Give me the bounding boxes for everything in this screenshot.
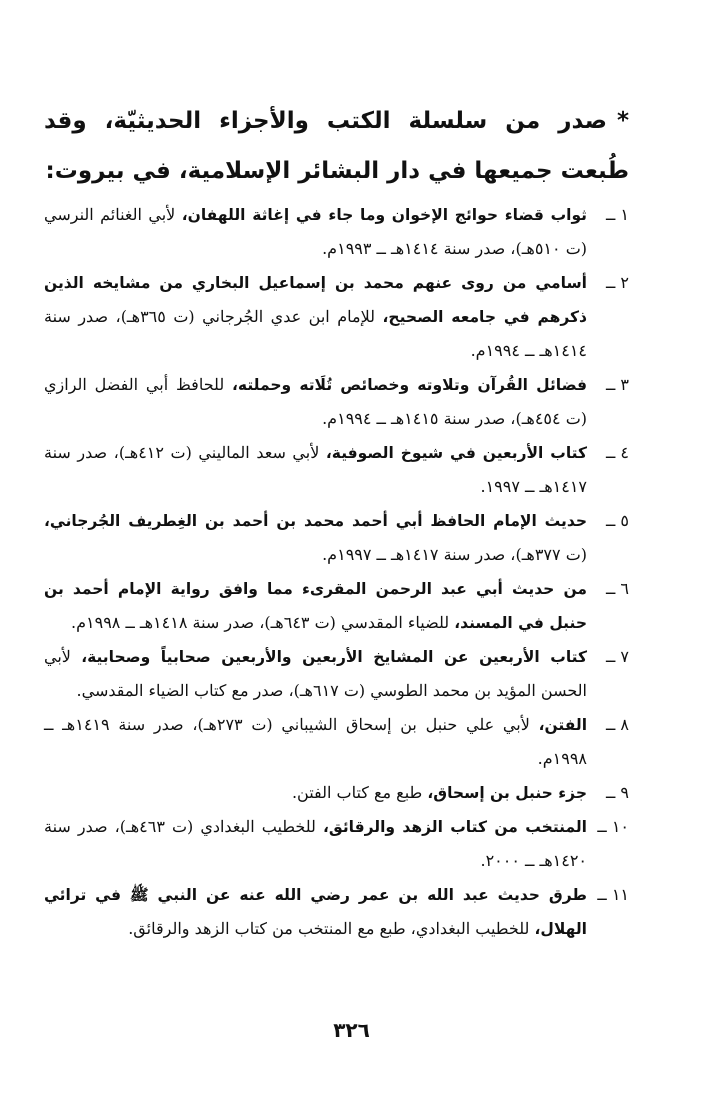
list-item (44, 878, 629, 946)
entry-text (44, 640, 587, 708)
entry-title: المنتخب من كتاب الزهد والرقائق، (322, 818, 587, 836)
heading-text: صدر من سلسلة الكتب والأجزاء الحديثيّة، وقد طُبعت جميعها في دار البشائر الإسلامية، في بيروت: (44, 108, 629, 184)
entry-detail: لأبي سعد الماليني (ت ٤١٢هـ)، صدر سنة ١٤١٧هـ ــ ١٩٩٧. (44, 443, 587, 496)
entry-detail: (ت ٣٧٧هـ)، صدر سنة ١٤١٧هـ ــ ١٩٩٧م. (322, 545, 587, 564)
entry-detail: للخطيب البغدادي (ت ٤٦٣هـ)، صدر سنة ١٤٢٠هـ ــ ٢٠٠٠. (44, 817, 587, 870)
entry-detail: لأبي الحسن المؤيد بن محمد الطوسي (ت ٦١٧هـ)، صدر مع كتاب الضياء المقدسي. (44, 647, 587, 700)
list-item (44, 198, 629, 266)
list-item (44, 640, 629, 708)
entry-number: ٥ ــ (605, 511, 629, 530)
page-number: ٣٢٦ (333, 1018, 370, 1042)
publication-list (44, 198, 629, 946)
entry-title: فضائل القُرآن وتلاوته وخصائص تُلَاته وحملته، (232, 376, 588, 394)
entry-number: ١١ ــ (597, 885, 629, 904)
entry-title: حديث الإمام الحافظ أبي أحمد محمد بن أحمد بن الغِطريف الجُرجاني، (44, 512, 587, 530)
entry-text (44, 878, 587, 946)
entry-detail: لأبي الغنائم النرسي (ت ٥١٠هـ)، صدر سنة ١٤١٤هـ ــ ١٩٩٣م. (44, 205, 587, 258)
entry-title: ثواب قضاء حوائج الإخوان وما جاء في إغاثة اللهفان، (181, 206, 588, 224)
entry-text (44, 810, 587, 878)
entry-number: ٣ ــ (605, 375, 629, 394)
list-item (44, 368, 629, 436)
list-item (44, 436, 629, 504)
entry-title: أسامي من روى عنهم محمد بن إسماعيل البخاري من مشايخه الذين ذكرهم في جامعه الصحيح، (44, 274, 588, 326)
entry-number: ٤ ــ (605, 443, 629, 462)
entry-number: ٧ ــ (605, 647, 629, 666)
list-item (44, 266, 629, 368)
entry-text (44, 572, 587, 640)
entry-text (44, 266, 587, 368)
entry-detail: طبع مع كتاب الفتن. (291, 783, 423, 802)
asterisk-marker: * (616, 108, 629, 134)
entry-text (44, 504, 587, 572)
entry-title: الفتن، (538, 716, 588, 734)
entry-text (44, 708, 587, 776)
section-heading (44, 96, 629, 196)
entry-detail: للحافظ أبي الفضل الرازي (ت ٤٥٤هـ)، صدر سنة ١٤١٥هـ ــ ١٩٩٤م. (44, 375, 587, 428)
entry-title: كتاب الأربعين عن المشايخ الأربعين والأربعين صحابياً وصحابية، (81, 648, 587, 666)
entry-number: ٨ ــ (605, 715, 629, 734)
entry-number: ٢ ــ (605, 273, 629, 292)
entry-title: جزء حنبل بن إسحاق، (427, 784, 587, 802)
entry-number: ١٠ ــ (597, 817, 629, 836)
list-item (44, 708, 629, 776)
entry-detail: للضياء المقدسي (ت ٦٤٣هـ)، صدر سنة ١٤١٨هـ ــ ١٩٩٨م. (71, 613, 450, 632)
entry-text (44, 368, 587, 436)
entry-number: ١ ــ (605, 205, 629, 224)
entry-title: طرق حديث عبد الله بن عمر رضي الله عنه عن النبي ﷺ في ترائي الهلال، (44, 886, 587, 938)
entry-number: ٩ ــ (605, 783, 629, 802)
entry-text (44, 436, 587, 504)
entry-number: ٦ ــ (605, 579, 629, 598)
entry-detail: للإمام ابن عدي الجُرجاني (ت ٣٦٥هـ)، صدر سنة ١٤١٤هـ ــ ١٩٩٤م. (44, 307, 587, 360)
book-page (44, 96, 629, 946)
entry-detail: للخطيب البغدادي، طبع مع المنتخب من كتاب الزهد والرقائق. (128, 919, 530, 938)
entry-text (44, 776, 587, 810)
entry-title: من حديث أبي عبد الرحمن المقرىء مما وافق رواية الإمام أحمد بن حنبل في المسند، (44, 580, 587, 632)
list-item (44, 572, 629, 640)
entry-text (44, 198, 587, 266)
list-item (44, 504, 629, 572)
list-item (44, 810, 629, 878)
list-item (44, 776, 629, 810)
entry-title: كتاب الأربعين في شيوخ الصوفية، (325, 444, 587, 462)
entry-detail: لأبي علي حنبل بن إسحاق الشيباني (ت ٢٧٣هـ)، صدر سنة ١٤١٩هـ ــ ١٩٩٨م. (44, 715, 587, 768)
